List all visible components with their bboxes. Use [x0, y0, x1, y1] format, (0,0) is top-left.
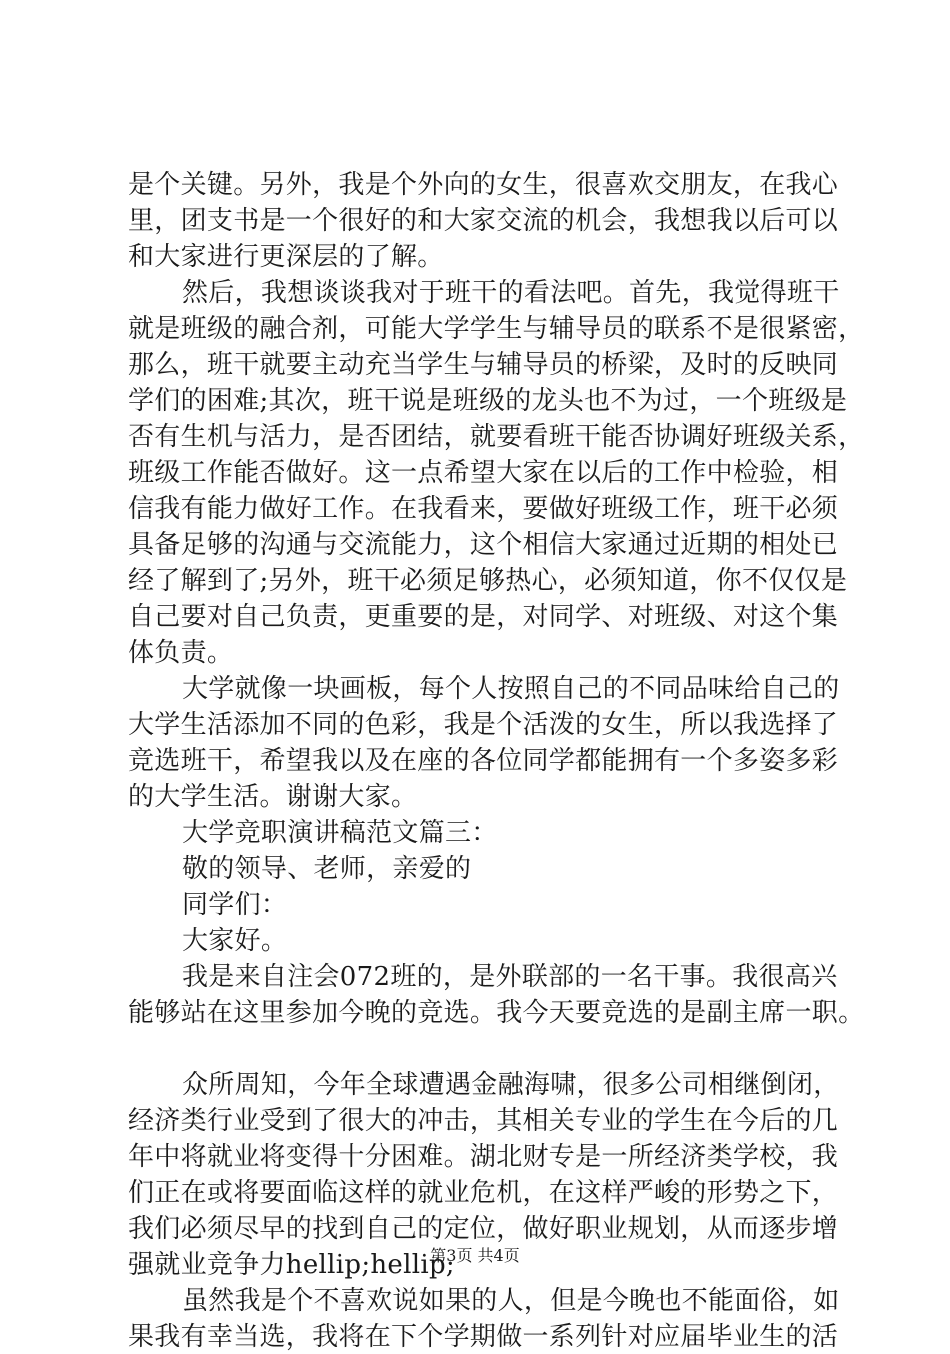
- text-line: 是个关键。另外，我是个外向的女生，很喜欢交朋友，在我心: [128, 170, 839, 200]
- text-line: 班级工作能否做好。这一点希望大家在以后的工作中检验，相: [128, 458, 839, 488]
- text-line: 否有生机与活力，是否团结，就要看班干能否协调好班级关系，: [128, 422, 865, 452]
- text-line: 大家好。: [182, 926, 288, 956]
- text-line: 经了解到了;另外，班干必须足够热心，必须知道，你不仅仅是: [128, 566, 848, 596]
- text-line: 信我有能力做好工作。在我看来，要做好班级工作，班干必须: [128, 494, 839, 524]
- text-line: 学们的困难;其次，班干说是班级的龙头也不为过，一个班级是: [128, 386, 848, 416]
- text-line: 和大家进行更深层的了解。: [128, 242, 444, 272]
- text-line: 我是来自注会072班的，是外联部的一名干事。我很高兴: [182, 962, 838, 992]
- text-line: 竞选班干，希望我以及在座的各位同学都能拥有一个多姿多彩: [128, 746, 839, 776]
- text-line: 那么，班干就要主动充当学生与辅导员的桥梁，及时的反映同: [128, 350, 839, 380]
- page-footer: 第3页 共4页: [430, 1246, 520, 1265]
- text-line: 果我有幸当选，我将在下个学期做一系列针对应届毕业生的活: [128, 1322, 839, 1352]
- text-line: 体负责。: [128, 638, 234, 668]
- text-line: 的大学生活。谢谢大家。: [128, 782, 418, 812]
- text-line: 强就业竞争力hellip;hellip;: [128, 1250, 455, 1280]
- text-line: 就是班级的融合剂，可能大学学生与辅导员的联系不是很紧密，: [128, 314, 865, 344]
- text-line: 大学生活添加不同的色彩，我是个活泼的女生，所以我选择了: [128, 710, 839, 740]
- text-line: 虽然我是个不喜欢说如果的人，但是今晚也不能面俗，如: [182, 1286, 840, 1316]
- text-line: 们正在或将要面临这样的就业危机，在这样严峻的形势之下，: [128, 1178, 839, 1208]
- text-line: 经济类行业受到了很大的冲击，其相关专业的学生在今后的几: [128, 1106, 839, 1136]
- section-heading: 大学竞职演讲稿范文篇三：: [182, 818, 498, 848]
- text-line: 我们必须尽早的找到自己的定位，做好职业规划，从而逐步增: [128, 1214, 839, 1244]
- text-line: 里，团支书是一个很好的和大家交流的机会，我想我以后可以: [128, 206, 839, 236]
- text-line: 大学就像一块画板，每个人按照自己的不同品味给自己的: [182, 674, 840, 704]
- text-line: 然后，我想谈谈我对于班干的看法吧。首先，我觉得班干: [182, 278, 840, 308]
- text-line: 自己要对自己负责，更重要的是，对同学、对班级、对这个集: [128, 602, 839, 632]
- text-line: 同学们：: [182, 890, 288, 920]
- text-line: 敬的领导、老师，亲爱的: [182, 854, 472, 884]
- text-line: 能够站在这里参加今晚的竞选。我今天要竞选的是副主席一职。: [128, 998, 865, 1028]
- text-line: 众所周知，今年全球遭遇金融海啸，很多公司相继倒闭，: [182, 1070, 840, 1100]
- text-line: 具备足够的沟通与交流能力，这个相信大家通过近期的相处已: [128, 530, 839, 560]
- text-line: 年中将就业将变得十分困难。湖北财专是一所经济类学校，我: [128, 1142, 839, 1172]
